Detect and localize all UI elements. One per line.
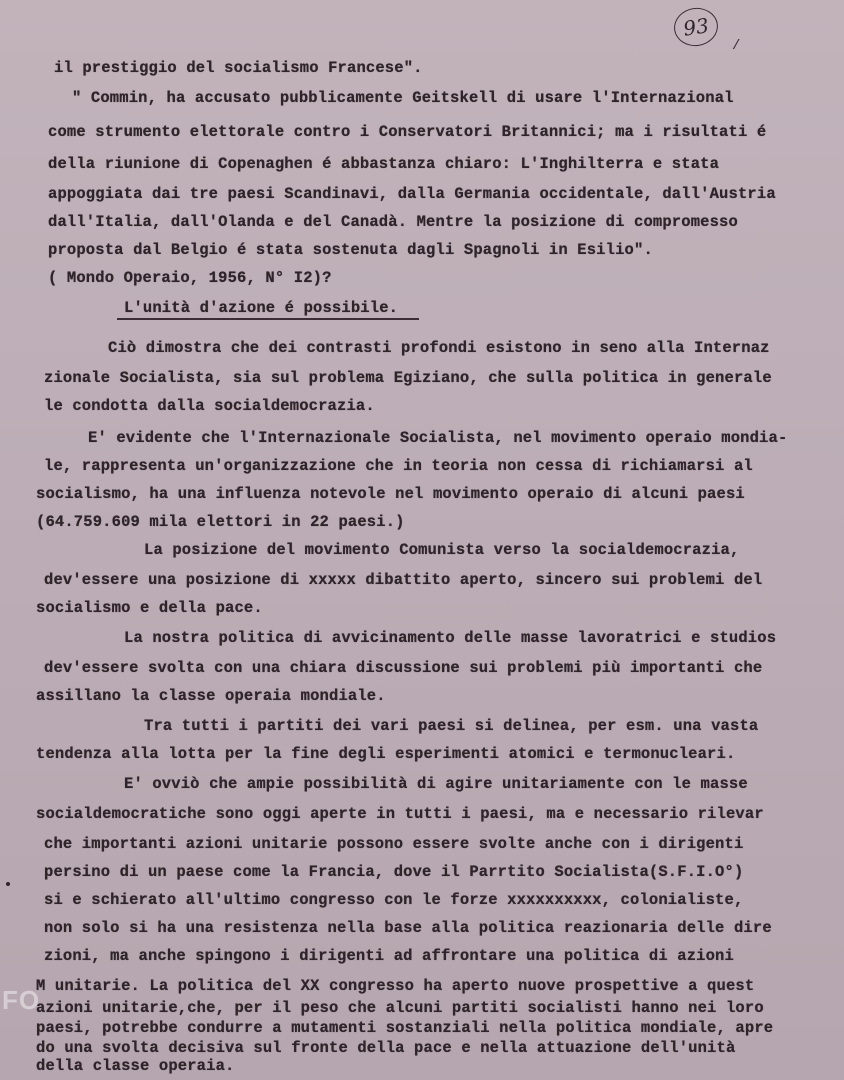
text-line: Tra tutti i partiti dei vari paesi si delinea, per esm. una vasta bbox=[144, 717, 759, 735]
text-line: E' ovviò che ampie possibilità di agire unitariamente con le masse bbox=[124, 775, 748, 793]
text-line: dev'essere svolta con una chiara discussione sui problemi più importanti che bbox=[44, 659, 763, 677]
text-line: La posizione del movimento Comunista verso la socialdemocrazia, bbox=[144, 541, 740, 559]
text-line: " Commin, ha accusato pubblicamente Geitskell di usare l'Internazional bbox=[72, 89, 734, 107]
text-line: appoggiata dai tre paesi Scandinavi, dalla Germania occidentale, dall'Austria bbox=[48, 185, 776, 203]
page-number: 93 bbox=[672, 5, 721, 49]
text-line: socialismo, ha una influenza notevole nel movimento operaio di alcuni paesi bbox=[36, 485, 745, 503]
text-line: persino di un paese come la Francia, dove il Parrtito Socialista(S.F.I.O°) bbox=[44, 863, 744, 881]
text-line: socialdemocratiche sono oggi aperte in tutti i paesi, ma e necessario rilevar bbox=[36, 805, 764, 823]
text-line: ( Mondo Operaio, 1956, N° I2)? bbox=[48, 269, 332, 287]
text-line: le, rappresenta un'organizzazione che in teoria non cessa di richiamarsi al bbox=[44, 457, 753, 475]
text-line: azioni unitarie,che, per il peso che alcuni partiti socialisti hanno nei loro bbox=[36, 999, 764, 1017]
text-line: paesi, potrebbe condurre a mutamenti sostanziali nella politica mondiale, apre bbox=[36, 1019, 774, 1037]
text-line: che importanti azioni unitarie possono essere svolte anche con i dirigenti bbox=[44, 835, 744, 853]
text-line: E' evidente che l'Internazionale Socialista, nel movimento operaio mondia- bbox=[88, 429, 788, 447]
section-heading: L'unità d'azione é possibile. bbox=[124, 299, 399, 317]
text-line: le condotta dalla socialdemocrazia. bbox=[44, 397, 375, 415]
text-line: La nostra politica di avvicinamento delle masse lavoratrici e studios bbox=[124, 629, 777, 647]
text-line: non solo si ha una resistenza nella base alla politica reazionaria delle dire bbox=[44, 919, 772, 937]
text-line: zioni, ma anche spingono i dirigenti ad affrontare una politica di azioni bbox=[44, 947, 734, 965]
text-line: do una svolta decisiva sul fronte della pace e nella attuazione dell'unità bbox=[36, 1039, 736, 1057]
text-line: proposta dal Belgio é stata sostenuta dagli Spagnoli in Esilio". bbox=[48, 241, 653, 259]
text-line: come strumento elettorale contro i Conservatori Britannici; ma i risultati é bbox=[48, 123, 767, 141]
text-line: M unitarie. La politica del XX congresso ha aperto nuove prospettive a quest bbox=[36, 977, 755, 995]
ink-speck bbox=[6, 882, 10, 886]
text-line: (64.759.609 mila elettori in 22 paesi.) bbox=[36, 513, 405, 531]
margin-mark: / bbox=[732, 38, 741, 54]
text-line: della riunione di Copenaghen é abbastanza chiaro: L'Inghilterra e stata bbox=[48, 155, 720, 173]
text-line: Ciò dimostra che dei contrasti profondi esistono in seno alla Internaz bbox=[108, 339, 770, 357]
text-line: della classe operaia. bbox=[36, 1057, 235, 1075]
text-line: dev'essere una posizione di xxxxx dibattito aperto, sincero sui problemi del bbox=[44, 571, 763, 589]
text-line: si e schierato all'ultimo congresso con le forze xxxxxxxxxx, colonialiste, bbox=[44, 891, 744, 909]
watermark: FO bbox=[2, 985, 41, 1015]
text-line: socialismo e della pace. bbox=[36, 599, 263, 617]
heading-underline bbox=[117, 318, 419, 320]
text-line: tendenza alla lotta per la fine degli esperimenti atomici e termonucleari. bbox=[36, 745, 736, 763]
text-line: dall'Italia, dall'Olanda e del Canadà. Mentre la posizione di compromesso bbox=[48, 213, 738, 231]
text-line: zionale Socialista, sia sul problema Egiziano, che sulla politica in generale bbox=[44, 369, 772, 387]
text-line: assillano la classe operaia mondiale. bbox=[36, 687, 386, 705]
text-line: il prestiggio del socialismo Francese". bbox=[54, 59, 423, 77]
